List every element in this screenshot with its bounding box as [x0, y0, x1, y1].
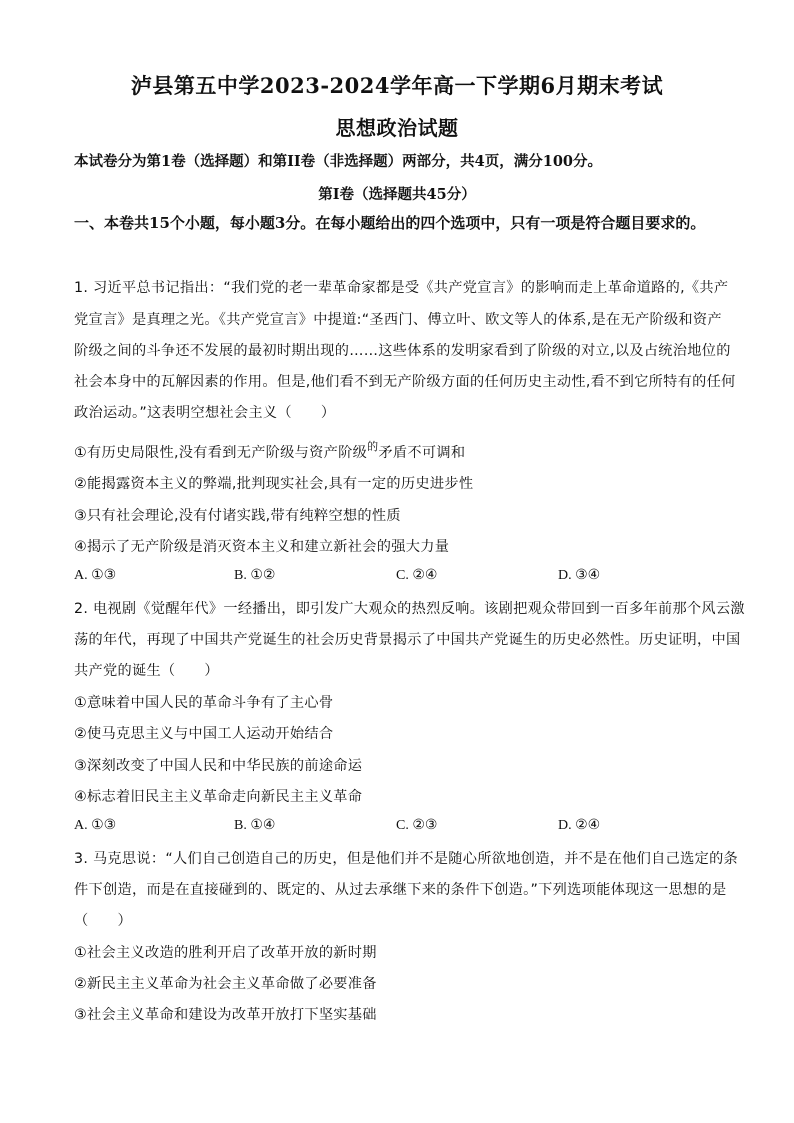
q2-option-b: B. ①④: [234, 818, 276, 833]
section1-instructions: 一、本卷共15个小题，每小题3分。在每小题给出的四个选项中，只有一项是符合题目要求的。: [74, 214, 706, 232]
q2-option-d: D. ②④: [558, 818, 601, 833]
q2-statement-3: ③深刻改变了中国人民和中华民族的前途命运: [74, 758, 363, 774]
q1-option-b: B. ①②: [234, 568, 276, 583]
q3-stem-line: 3. 马克思说：“人们自己创造自己的历史，但是他们并不是随心所欲地创造，并不是在他们自己选定的条: [74, 851, 739, 867]
exam-intro: 本试卷分为第1卷（选择题）和第II卷（非选择题）两部分，共4页，满分100分。: [74, 153, 603, 170]
q1-statement-4: ④揭示了无产阶级是消灭资本主义和建立新社会的强大力量: [74, 539, 450, 555]
q1-stem-line: 党宣言》是真理之光。《共产党宣言》中提道:“圣西门、傅立叶、欧文等人的体系,是在无产阶级和资产: [74, 312, 722, 328]
q1-statement-1-sup: 的: [367, 440, 379, 453]
q1-option-c: C. ②④: [396, 568, 438, 583]
q2-stem-line: 共产党的诞生（ ）: [74, 663, 219, 679]
q2-statement-2: ②使马克思主义与中国工人运动开始结合: [74, 726, 334, 742]
q1-option-d: D. ③④: [558, 568, 601, 583]
exam-subject: 思想政治试题: [335, 116, 459, 140]
part1-heading: 第I卷（选择题共45分）: [318, 186, 476, 203]
q2-stem-line: 荡的年代，再现了中国共产党诞生的社会历史背景揭示了中国共产党诞生的历史必然性。历史证明，中国: [74, 632, 741, 648]
q1-statement-1-pre: ①有历史局限性,没有看到无产阶级与资产阶级: [74, 445, 368, 461]
q1-statement-1: [74, 442, 465, 462]
q2-statement-1: ①意味着中国人民的革命斗争有了主心骨: [74, 695, 334, 711]
q1-statement-2: ②能揭露资本主义的弊端,批判现实社会,具有一定的历史进步性: [74, 476, 474, 492]
q1-stem-line: 阶级之间的斗争还不发展的最初时期出现的……这些体系的发明家看到了阶级的对立,以及占统治地位的: [74, 343, 731, 359]
q3-statement-2: ②新民主主义革命为社会主义革命做了必要准备: [74, 976, 377, 992]
q1-stem-line: 社会本身中的瓦解因素的作用。但是,他们看不到无产阶级方面的任何历史主动性,看不到它所特有的任何: [74, 374, 736, 390]
q1-statement-3: ③只有社会理论,没有付诸实践,带有纯粹空想的性质: [74, 508, 401, 524]
q3-stem-line: 件下创造，而是在直接碰到的、既定的、从过去承继下来的条件下创造。”下列选项能体现这一思想的是: [74, 882, 727, 898]
q2-stem-line: 2. 电视剧《觉醒年代》一经播出，即引发广大观众的热烈反响。该剧把观众带回到一百多年前那个风云激: [74, 601, 745, 617]
q1-statement-1-post: 矛盾不可调和: [378, 445, 466, 461]
q2-option-c: C. ②③: [396, 818, 438, 833]
q1-stem-line: 政治运动。”这表明空想社会主义（ ）: [74, 405, 336, 421]
exam-title: 泸县第五中学2023-2024学年高一下学期6月期末考试: [130, 73, 664, 98]
q3-statement-1: ①社会主义改造的胜利开启了改革开放的新时期: [74, 945, 377, 961]
q2-option-a: A. ①③: [74, 818, 117, 833]
q3-statement-3: ③社会主义革命和建设为改革开放打下坚实基础: [74, 1007, 377, 1023]
q1-stem-line: 1. 习近平总书记指出：“我们党的老一辈革命家都是受《共产党宣言》的影响而走上革命道路的,《共产: [74, 280, 729, 296]
q3-stem-line: （ ）: [74, 913, 132, 929]
q1-option-a: A. ①③: [74, 568, 117, 583]
q2-statement-4: ④标志着旧民主主义革命走向新民主主义革命: [74, 789, 363, 805]
